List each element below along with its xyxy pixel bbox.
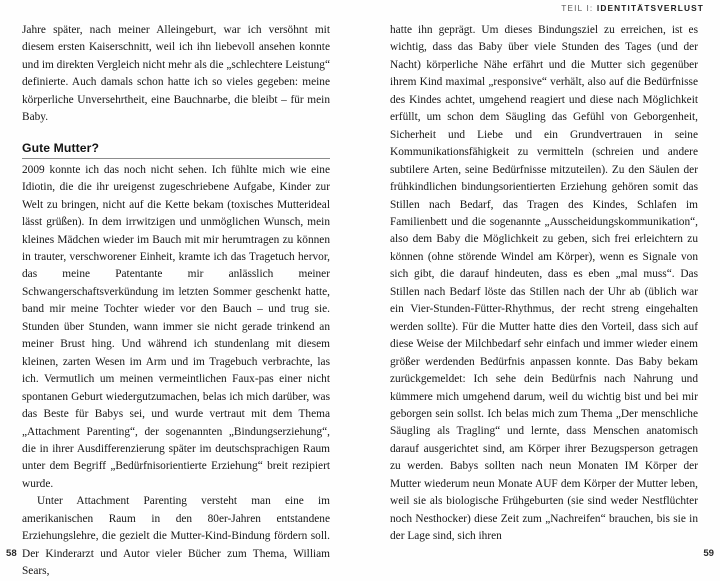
- paragraph: Jahre später, nach meiner Alleingeburt, war ich versöhnt mit diesem ersten Kaiserschnitt, weil ich ihn liebevoll ansehen konnte und im direkten Vergleich nicht mehr als die „schlechtere Leistung“ definierte. Auch damals schon hatte ich so vieles gegeben: meine körperliche Unversehrtheit, eine Bauchnarbe, die bleibt – für mein Baby.: [22, 24, 330, 124]
- folio-left: 58: [6, 548, 17, 559]
- heading-rule: [22, 158, 330, 159]
- paragraph: 2009 konnte ich das noch nicht sehen. Ich fühlte mich wie eine Idiotin, die die ihr ureigenst zugeschriebene Aufgabe, Kinder zur Welt zu bringen, nicht auf die Kette bekam (toxisches Mutterideal lässt grüßen). In dem irrwitzigen und unmöglichen Wunsch, mein kleines Mädchen wieder im Bauch mit mir herumtragen zu können in trauter, verschworener Einheit, kramte ich das Tragetuch hervor, das meine Patentante mir anlässlich meiner Schwangerschaftsverkündung im letzten Sommer geschenkt hatte, band mir meine Tochter wieder vor den Bauch – und trug sie. Stunden über Stunden, wann immer sie nicht gerade trinkend an meiner Brust hing. Und während ich stundenlang mit diesem kleinen, zarten Wesen im Arm und im Tragebuch verbrachte, las ich. Vermutlich um meinen vermeintlichen Faux-pas einer nicht spontanen Geburt wiedergutzumachen, belas ich mich darüber, was das Beste für Babys sei, und wurde vertraut mit dem Thema „Attachment Parenting“, der sogenannten „Bindungserziehung“, die in ihrer Ausdifferenzierung später im deutschsprachigen Raum unter dem Begriff „Bedürfnisorientierte Erziehung“ breit rezipiert wurde.: [22, 163, 330, 490]
- section-heading: Gute Mutter?: [22, 140, 100, 155]
- paragraph: Unter Attachment Parenting versteht man eine im amerikanischen Raum in den 80er-Jahren entstandene Erziehungslehre, die gezielt die Mutter-Kind-Bindung fördern soll. Der Kinderarzt und Autor vieler Bücher zum Thema, William Sears,: [22, 495, 330, 578]
- right-page-column: [390, 22, 698, 543]
- running-head-title: IDENTITÄTSVERLUST: [596, 3, 704, 13]
- left-page-column: [22, 22, 330, 578]
- running-head-part: TEIL I:: [561, 3, 594, 13]
- running-head: [561, 3, 704, 13]
- paragraph: hatte ihn geprägt. Um dieses Bindungsziel zu erreichen, ist es wichtig, dass das Baby über viele Stunden des Tages (und der Nacht) körperliche Nähe erfährt und die Mutter sich gegenüber ihrem Kind maximal „responsive“ verhält, also auf die Bedürfnisse des Kindes achtet, umgehend reagiert und diese nach Möglichkeit erfüllt, um schon dem Säugling das Gefühl von Geborgenheit, Sicherheit und Liebe und ein Grundvertrauen in seine Kommunikationsfähigkeit zu vermitteln (schreien und andere subtilere Arten, seine Bedürfnisse mitzuteilen). Zu den Säulen der frühkindlichen bindungsorientierten Erziehung gehören somit das Stillen nach Bedarf, das Tragen des Kindes, Schlafen im Familienbett und die sogenannte „Ausscheidungskommunikation“, also dem Baby die Möglichkeit zu geben, sich frei erleichtern zu können (ohne störende Windel am Körper), wenn es Signale von sich gibt, die darauf hindeuten, dass es eben „mal muss“. Das Stillen nach Bedarf löste das Stillen nach der Uhr ab (üblich war ein Vier-Stunden-Fütter-Rhythmus, der recht streng eingehalten werden sollte). Für die Mutter hatte dies den Vorteil, dass sich auf diese Weise der Milchbedarf sehr einfach und immer wieder einem größer werdenden Bedürfnis anpassen konnte. Das Baby bekam zurückgemeldet: Ich sehe dein Bedürfnis nach Nahrung und kümmere mich umgehend darum, weil du wichtig bist und bei mir geborgen sein sollst. Ich belas mich zum Thema „Der menschliche Säugling als Tragling“ und lernte, dass Menschen anatomisch darauf ausgerichtet sind, am Körper ihrer Bezugsperson getragen zu werden. Babys sollten nach neun Monaten IM Körper der Mutter wiederum neun Monate AUF dem Körper der Mutter leben, weil sie als biologische Frühgeburten (sie sind weder Nestflüchter noch Nesthocker) diese Zeit zum „Nachreifen“ brauchen, bis sie in der Lage sind, sich ihren: [390, 24, 698, 543]
- folio-right: 59: [703, 548, 714, 559]
